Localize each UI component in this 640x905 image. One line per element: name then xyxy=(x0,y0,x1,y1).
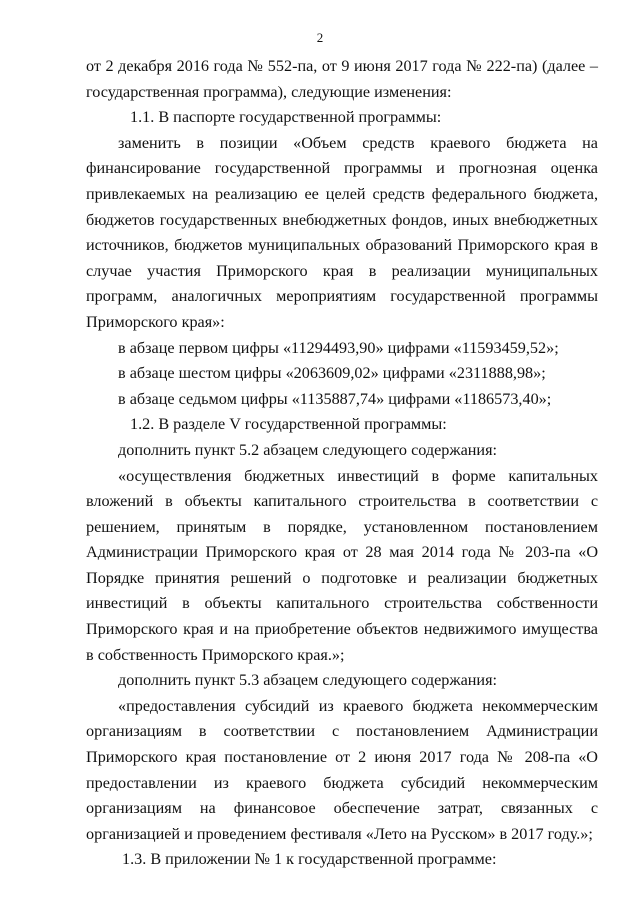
item-1-1-heading: 1.1. В паспорте государственной программы: xyxy=(130,108,442,127)
item-1-3-heading: 1.3. В приложении № 1 к государственной программе: xyxy=(122,850,497,869)
quote-subsidies-paragraph: «предоставления субсидий из краевого бюджета некоммерческим организациям в соответствии с постановлением Администрации Приморского края постановление от 2 июня 2017 года № 208-па «О предоставлении из краевого бюджета субсидий некоммерческим организациям на финансовое обеспечение затрат, связанных с организацией и проведением фестиваля «Лето на Русском» в 2017 году.»; xyxy=(86,696,599,843)
supplement-5-2-line: дополнить пункт 5.2 абзацем следующего содержания: xyxy=(118,440,498,459)
abzac-first-line: в абзаце первом цифры «11294493,90» цифрами «11593459,52»; xyxy=(118,338,559,357)
replace-position-paragraph: заменить в позиции «Объем средств краевого бюджета на финансирование государственной программы и прогнозная оценка привлекаемых на реализацию ее целей средств федерального бюджета, бюджетов государственных внебюджетных фондов, иных внебюджетных источников, бюджетов муниципальных образований Приморского края в случае участия Приморского края в реализации муниципальных программ, аналогичных мероприятиям государственной программы Приморского края»: xyxy=(86,133,599,331)
abzac-seventh-line: в абзаце седьмом цифры «1135887,74» цифрами «1186573,40»; xyxy=(118,389,552,408)
quote-investments-paragraph: «осуществления бюджетных инвестиций в форме капитальных вложений в объекты капитального строительства в соответствии с решением, принятым в порядке, установленном постановлением Администрации Приморского края от 28 мая 2014 года № 203-па «О Порядке принятия решений о подготовке и реализации бюджетных инвестиций в объекты капитального строительства собственности Приморского края и на приобретение объектов недвижимого имущества в собственность Приморского края.»; xyxy=(86,466,599,664)
supplement-5-3-line: дополнить пункт 5.3 абзацем следующего содержания: xyxy=(118,671,498,690)
intro-paragraph: от 2 декабря 2016 года № 552-па, от 9 июня 2017 года № 222-па) (далее – государственная программа), следующие изменения: xyxy=(86,57,598,101)
item-1-2-heading: 1.2. В разделе V государственной программы: xyxy=(130,415,447,434)
abzac-sixth-line: в абзаце шестом цифры «2063609,02» цифрами «2311888,98»; xyxy=(118,364,546,383)
page-number: 2 xyxy=(316,30,324,45)
document-body xyxy=(86,54,598,873)
